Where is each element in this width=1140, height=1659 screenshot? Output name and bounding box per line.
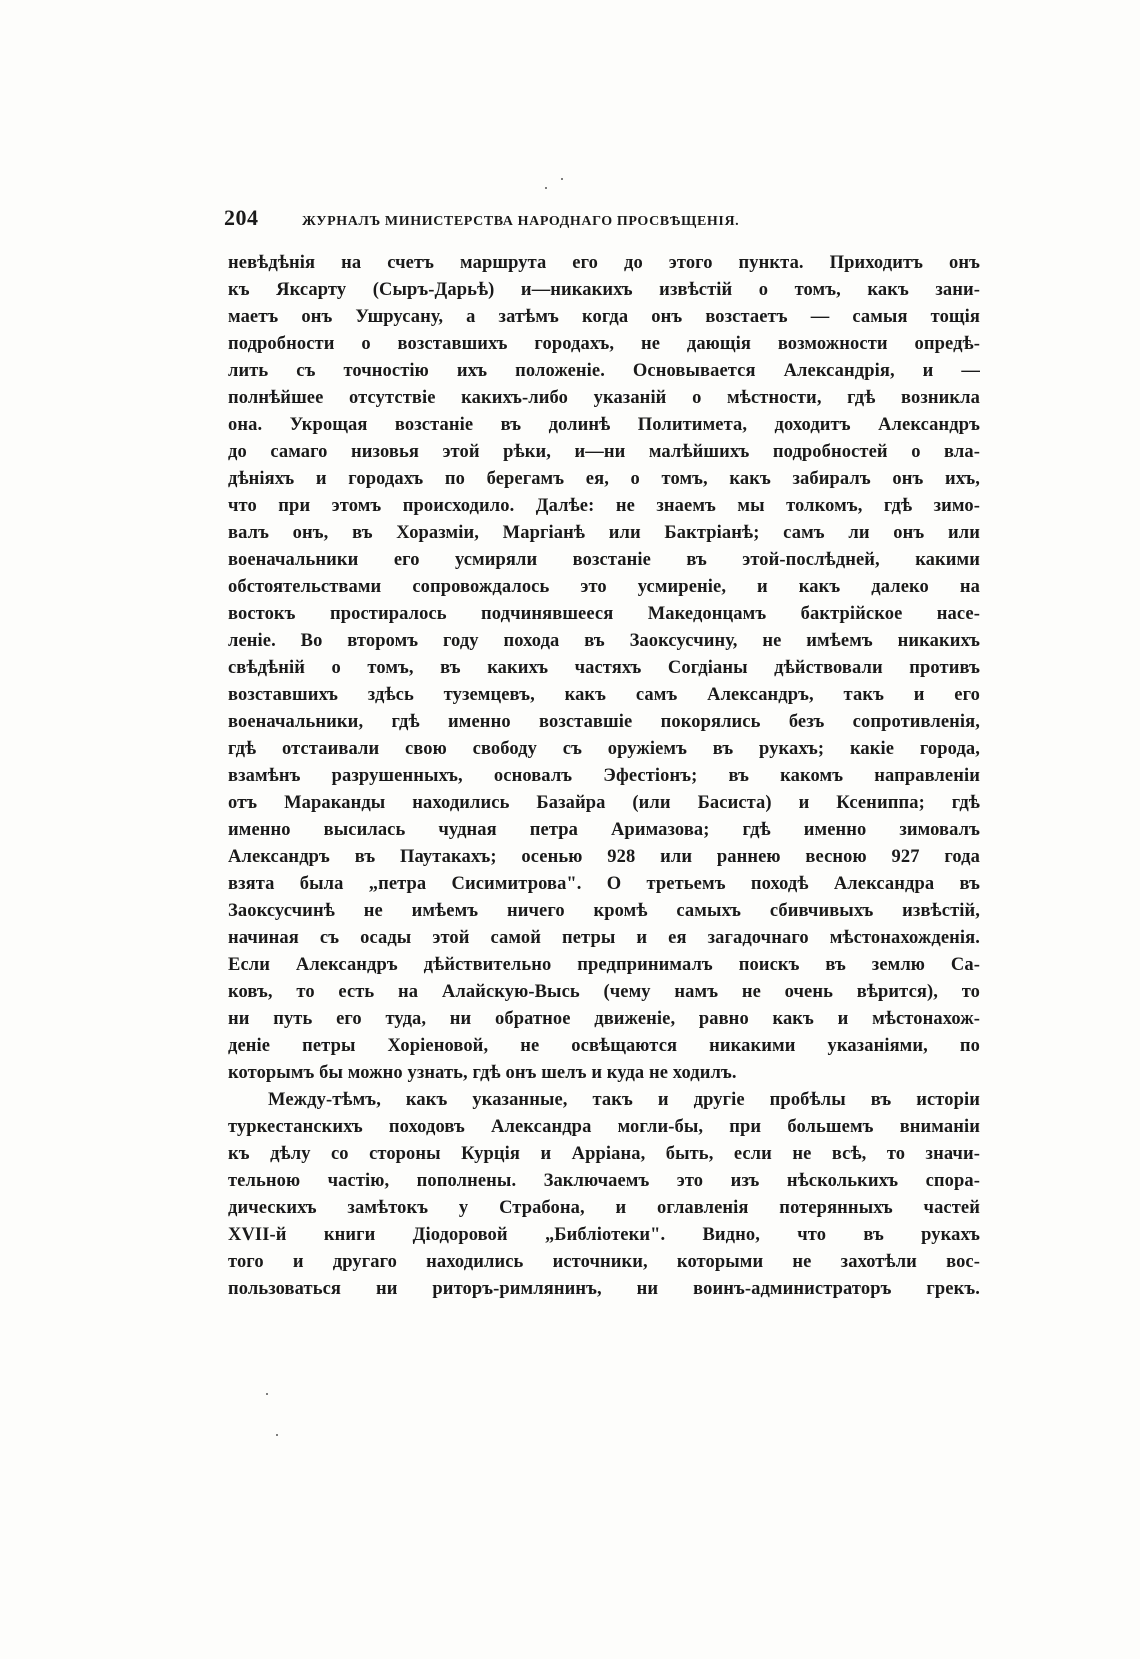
text-line: XVII-й книги Діодоровой „Библіотеки". Видно, что въ рукахъ [228,1225,980,1245]
text-line: ковъ, то есть на Алайскую-Высь (чему намъ не очень вѣрится), то [228,982,980,1002]
text-line: востокъ простиралось подчинявшееся Македонцамъ бактрійское насе- [228,604,980,624]
scan-speck [276,1434,278,1436]
text-line: полнѣйшее отсутствіе какихъ-либо указаній о мѣстности, гдѣ возникла [228,388,980,408]
text-line: что при этомъ происходило. Далѣе: не знаемъ мы толкомъ, гдѣ зимо- [228,496,980,516]
text-line: подробности о возставшихъ городахъ, не дающія возможности опредѣ- [228,334,980,354]
text-line: ни путь его туда, ни обратное движеніе, равно какъ и мѣстонахож- [228,1009,980,1029]
text-line: отъ Мараканды находились Базайра (или Басиста) и Ксениппа; гдѣ [228,793,980,813]
text-line: военачальники его усмиряли возстаніе въ этой-послѣдней, какими [228,550,980,570]
text-line: Александръ въ Паутакахъ; осенью 928 или раннею весною 927 года [228,847,980,867]
text-line: къ Яксарту (Сыръ-Дарьѣ) и—никакихъ извѣстій о томъ, какъ зани- [228,280,980,300]
text-line: пользоваться ни риторъ-римлянинъ, ни воинъ-администраторъ грекъ. [228,1279,980,1299]
text-line: она. Укрощая возстаніе въ долинѣ Политимета, доходитъ Александръ [228,415,980,435]
text-line: обстоятельствами сопровождалось это усмиреніе, и какъ далеко на [228,577,980,597]
text-line: начиная съ осады этой самой петры и ея загадочнаго мѣстонахожденія. [228,928,980,948]
text-line: туркестанскихъ походовъ Александра могли-бы, при большемъ вниманіи [228,1117,980,1137]
text-line: валъ онъ, въ Хоразміи, Маргіанѣ или Бактріанѣ; самъ ли онъ или [228,523,980,543]
text-line: дическихъ замѣтокъ у Страбона, и оглавленія потерянныхъ частей [228,1198,980,1218]
text-line: Заоксусчинѣ не имѣемъ ничего кромѣ самыхъ сбивчивыхъ извѣстій, [228,901,980,921]
text-line: взамѣнъ разрушенныхъ, основалъ Эфестіонъ; въ какомъ направленіи [228,766,980,786]
text-line: къ дѣлу со стороны Курція и Арріана, быть, если не всѣ, то значи- [228,1144,980,1164]
text-line: возставшихъ здѣсь туземцевъ, какъ самъ Александръ, такъ и его [228,685,980,705]
text-line: маетъ онъ Ушрусану, а затѣмъ когда онъ возстаетъ — самыя тощія [228,307,980,327]
text-line: которымъ бы можно узнать, гдѣ онъ шелъ и куда не ходилъ. [228,1063,737,1083]
running-head: ЖУРНАЛЪ МИНИСТЕРСТВА НАРОДНАГО ПРОСВѢЩЕНІЯ. [302,214,740,229]
text-line: деніе петры Хоріеновой, не освѣщаются никакими указаніями, по [228,1036,980,1056]
scan-speck [561,178,563,180]
text-line: свѣдѣній о томъ, въ какихъ частяхъ Согдіаны дѣйствовали противъ [228,658,980,678]
body-text [228,250,980,1303]
page-number: 204 [224,205,259,230]
paragraph-start-line: Между-тѣмъ, какъ указанные, такъ и другіе пробѣлы въ исторіи [268,1090,980,1110]
text-line: взята была „петра Сисимитрова". О третьемъ походѣ Александра въ [228,874,980,894]
text-line: лить съ точностію ихъ положеніе. Основывается Александрія, и — [228,361,980,381]
text-line: дѣніяхъ и городахъ по берегамъ ея, о томъ, какъ забиралъ онъ ихъ, [228,469,980,489]
text-line: военачальники, гдѣ именно возставшіе покорялись безъ сопротивленія, [228,712,980,732]
text-line: гдѣ отстаивали свою свободу съ оружіемъ въ рукахъ; какіе города, [228,739,980,759]
text-line: до самаго низовья этой рѣки, и—ни малѣйшихъ подробностей о вла- [228,442,980,462]
scan-speck [545,187,547,189]
text-line: леніе. Во второмъ году похода въ Заоксусчину, не имѣемъ никакихъ [228,631,980,651]
text-line: того и другаго находились источники, которыми не захотѣли вос- [228,1252,980,1272]
text-line: именно высилась чудная петра Аримазова; гдѣ именно зимовалъ [228,820,980,840]
text-line: невѣдѣнія на счетъ маршрута его до этого пункта. Приходитъ онъ [228,253,980,273]
text-line: тельною частію, пополнены. Заключаемъ это изъ нѣсколькихъ спора- [228,1171,980,1191]
scan-speck [266,1393,268,1395]
text-line: Если Александръ дѣйствительно предпринималъ поискъ въ землю Са- [228,955,980,975]
page-header [224,205,984,237]
